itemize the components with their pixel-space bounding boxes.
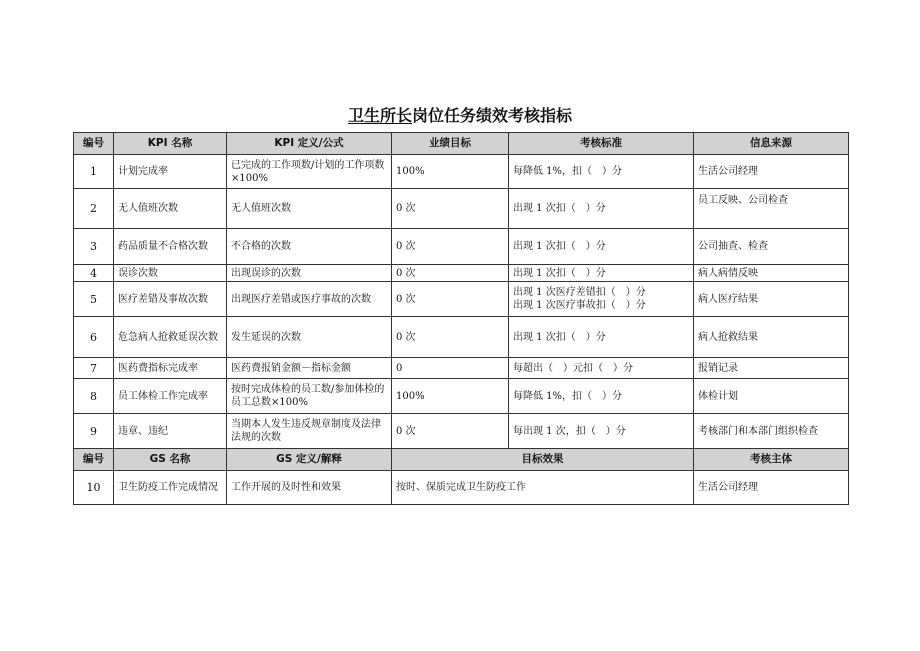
row-name: 卫生防疫工作完成情况	[114, 471, 227, 505]
row-definition: 出现医疗差错或医疗事故的次数	[227, 282, 392, 317]
row-source: 报销记录	[694, 358, 849, 379]
row-definition: 按时完成体检的员工数/参加体检的员工总数×100%	[227, 379, 392, 414]
row-subject: 生活公司经理	[694, 471, 849, 505]
row-no: 1	[74, 155, 114, 189]
table-row	[74, 471, 849, 505]
gs-header-definition: GS 定义/解释	[227, 449, 392, 471]
table-row	[74, 379, 849, 414]
row-standard: 每出现 1 次，扣（ ）分	[509, 414, 694, 449]
page-title-underlined: 卫生所长	[347, 106, 412, 125]
row-name: 违章、违纪	[114, 414, 227, 449]
header-kpi-name: KPI 名称	[114, 133, 227, 155]
table-row	[74, 414, 849, 449]
row-definition: 发生延误的次数	[227, 317, 392, 358]
row-standard: 出现 1 次扣（ ）分	[509, 229, 694, 265]
row-no: 9	[74, 414, 114, 449]
row-definition: 已完成的工作项数/计划的工作项数×100%	[227, 155, 392, 189]
row-no: 2	[74, 189, 114, 229]
header-kpi-definition: KPI 定义/公式	[227, 133, 392, 155]
row-target: 0	[392, 358, 509, 379]
row-name: 计划完成率	[114, 155, 227, 189]
row-definition: 不合格的次数	[227, 229, 392, 265]
header-target: 业绩目标	[392, 133, 509, 155]
row-standard-line-1: 出现 1 次医疗差错扣（ ）分	[513, 287, 646, 298]
row-source: 病人抢救结果	[694, 317, 849, 358]
gs-header-subject: 考核主体	[694, 449, 849, 471]
row-source: 员工反映、公司检查	[694, 189, 849, 229]
row-definition: 无人值班次数	[227, 189, 392, 229]
row-standard: 每超出（ ）元扣（ ）分	[509, 358, 694, 379]
row-name: 药品质量不合格次数	[114, 229, 227, 265]
row-source: 考核部门和本部门组织检查	[694, 414, 849, 449]
row-name: 误诊次数	[114, 265, 227, 282]
table-row	[74, 282, 849, 317]
row-source: 生活公司经理	[694, 155, 849, 189]
header-source: 信息来源	[694, 133, 849, 155]
row-definition: 医药费报销金额－指标金额	[227, 358, 392, 379]
row-name: 医疗差错及事故次数	[114, 282, 227, 317]
row-target: 0 次	[392, 317, 509, 358]
row-target: 0 次	[392, 229, 509, 265]
row-no: 6	[74, 317, 114, 358]
row-name: 医药费指标完成率	[114, 358, 227, 379]
row-no: 10	[74, 471, 114, 505]
row-standard: 每降低 1%，扣（ ）分	[509, 379, 694, 414]
header-no: 编号	[74, 133, 114, 155]
row-target: 100%	[392, 155, 509, 189]
row-effect: 按时、保质完成卫生防疫工作	[392, 471, 694, 505]
row-definition: 出现误诊的次数	[227, 265, 392, 282]
header-standard: 考核标准	[509, 133, 694, 155]
table-row	[74, 229, 849, 265]
table-row	[74, 155, 849, 189]
row-source: 病人病情反映	[694, 265, 849, 282]
gs-header-name: GS 名称	[114, 449, 227, 471]
table-row	[74, 358, 849, 379]
row-no: 3	[74, 229, 114, 265]
table-row	[74, 317, 849, 358]
row-standard-multi	[509, 282, 694, 317]
row-no: 5	[74, 282, 114, 317]
gs-header-effect: 目标效果	[392, 449, 694, 471]
table-row	[74, 265, 849, 282]
gs-header-no: 编号	[74, 449, 114, 471]
row-standard-line-2: 出现 1 次医疗事故扣（ ）分	[513, 300, 646, 311]
row-name: 危急病人抢救延误次数	[114, 317, 227, 358]
row-standard: 每降低 1%，扣（ ）分	[509, 155, 694, 189]
row-target: 0 次	[392, 414, 509, 449]
row-standard: 出现 1 次扣（ ）分	[509, 189, 694, 229]
table-row	[74, 189, 849, 229]
kpi-header-row	[74, 133, 849, 155]
gs-header-row	[74, 449, 849, 471]
kpi-table	[73, 132, 849, 505]
row-target: 0 次	[392, 265, 509, 282]
row-no: 4	[74, 265, 114, 282]
page-title-rest: 岗位任务绩效考核指标	[412, 106, 573, 125]
row-no: 8	[74, 379, 114, 414]
row-standard: 出现 1 次扣（ ）分	[509, 317, 694, 358]
row-definition: 当期本人发生违反规章制度及法律法规的次数	[227, 414, 392, 449]
row-source: 病人医疗结果	[694, 282, 849, 317]
row-target: 0 次	[392, 189, 509, 229]
page-title	[0, 103, 920, 126]
row-source: 公司抽查、检查	[694, 229, 849, 265]
row-name: 员工体检工作完成率	[114, 379, 227, 414]
row-no: 7	[74, 358, 114, 379]
row-target: 100%	[392, 379, 509, 414]
row-name: 无人值班次数	[114, 189, 227, 229]
row-standard: 出现 1 次扣（ ）分	[509, 265, 694, 282]
row-target: 0 次	[392, 282, 509, 317]
row-definition: 工作开展的及时性和效果	[227, 471, 392, 505]
row-source: 体检计划	[694, 379, 849, 414]
